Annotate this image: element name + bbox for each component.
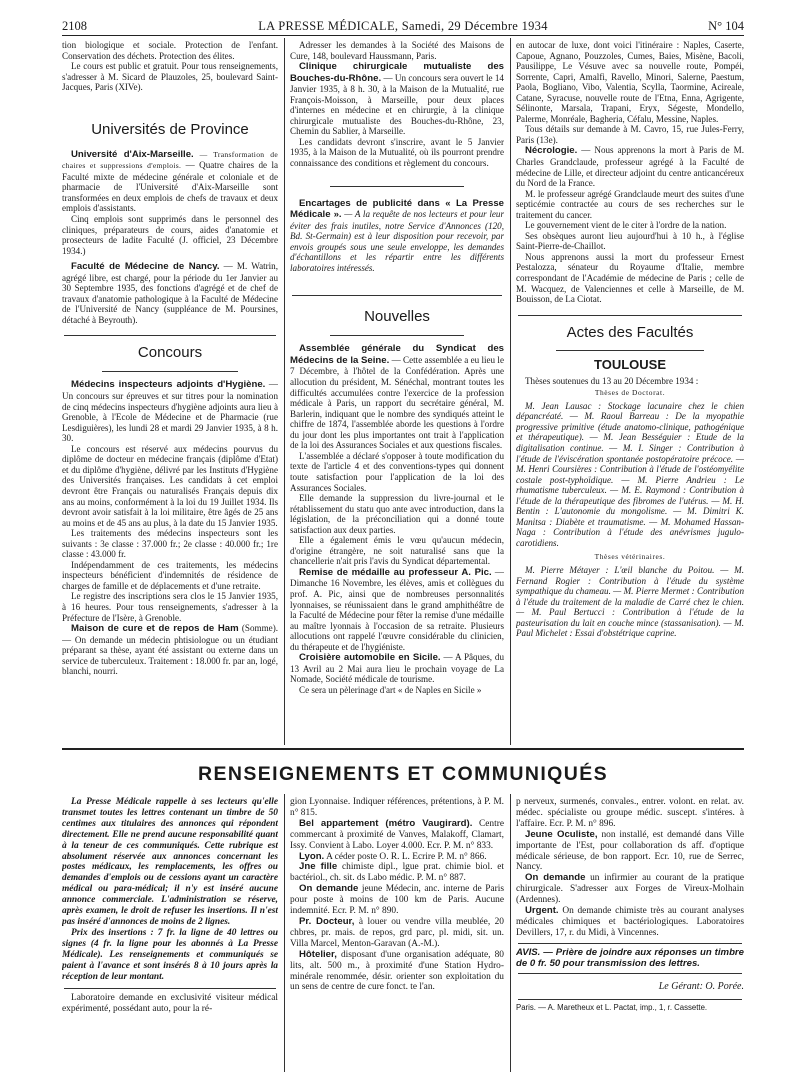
ads-column-2 — [290, 797, 504, 1072]
item-syndicat — [290, 343, 504, 450]
item-title: Université d'Aix-Marseille. — [71, 148, 194, 160]
journal-title: LA PRESSE MÉDICALE, Samedi, 29 Décembre 1934 — [258, 19, 548, 33]
ad-text: Centre commercant à proximité de Vanves, Malakoff, Clamart, Issy. Convient à Labo. Loyer 4.000. Ecr. P. M. n° 833. — [290, 818, 504, 851]
paragraph: tion biologique et sociale. Protection de l'enfant. Conservation des déchets. Protection des élites. — [62, 40, 278, 61]
ad-text: jeune Médecin, anc. interne de Paris pour poste à moins de 100 km de Paris. Aucune indemnité. Ecr. P. M. n° 890. — [290, 884, 504, 917]
issue-number: N° 104 — [708, 19, 744, 33]
item-subtitle: — Transformation de chaires et suppressions d'emplois. — [62, 149, 278, 171]
ad-title: Jne fille — [299, 861, 338, 873]
item-hygiene — [62, 379, 278, 443]
subsection-toulouse: TOULOUSE — [594, 356, 666, 372]
item-title: Maison de cure et de repos de Ham — [71, 623, 239, 635]
paragraph: p nerveux, surmenés, convales., entrer. volont. en relat. av. médec. spécialiste ou groupe médic. suscept. s'intéres. à l'affaire. Ecr. P. M. n° 896. — [516, 797, 744, 829]
item-title: Médecins inspecteurs adjoints d'Hygiène. — [71, 379, 266, 391]
item-aix — [62, 149, 278, 214]
section-rule — [330, 335, 464, 336]
paragraph: Adresser les demandes à la Société des Maisons de Cure, 148, boulevard Haussmann, Paris. — [290, 40, 504, 61]
item-clinique — [290, 61, 504, 137]
column-divider — [510, 794, 511, 1072]
item-title: Encartages de publicité dans « La Presse Médicale ». — [290, 197, 504, 221]
item-nancy — [62, 261, 278, 325]
printer-line: Paris. — A. Maretheux et L. Pactat, imp., 1, r. Cassette. — [516, 1002, 708, 1012]
ad-text: chimiste dipl., lgue prat. chimie biol. et bactériol., ch. sit. ds Labo médic. P. M. n° 887. — [290, 862, 504, 884]
ad-text: non installé, est demandé dans Ville importante de l'Est, pour collaboration ds aff. d'optique médicale sérieuse, de bon rapport. Ecr. 10, rue de Serrec, Nancy. — [516, 829, 744, 873]
ad-title: Jeune Oculiste, — [525, 828, 598, 840]
ad-appartement — [290, 819, 504, 852]
ad-hotelier — [290, 950, 504, 994]
paragraph: Tous détails sur demande à M. Cavro, 15, rue Jules-Ferry, Paris (13e). — [516, 124, 744, 145]
paragraph: Le registre des inscriptions sera clos le 15 Janvier 1935, à 16 heures. Pour tous renseignements, s'adresser à la Préfecture de l'Isère, à Grenoble. — [62, 591, 278, 623]
subheading-veterinaires: Thèses vétérinaires. — [594, 552, 666, 562]
ads-column-1 — [62, 797, 278, 1072]
ad-docteur — [290, 917, 504, 950]
paragraph: Le gouvernement vient de le citer à l'ordre de la nation. — [525, 220, 727, 231]
ad-title: Lyon. — [299, 850, 325, 862]
avis-notice: AVIS. — Prière de joindre aux réponses un timbre de 0 fr. 50 pour transmission des lettres. — [516, 946, 744, 970]
item-necrologie — [516, 145, 744, 188]
ad-on-demande — [290, 884, 504, 917]
paragraph: Ses obsèques auront lieu aujourd'hui à 10 h., à l'église Saint-Pierre-de-Chaillot. — [516, 230, 744, 252]
section-title-actes: Actes des Facultés — [566, 323, 694, 341]
gerant-signature: Le Gérant: O. Porée. — [658, 980, 744, 992]
item-title: Clinique chirurgicale mutualiste des Bouches-du-Rhône. — [290, 61, 504, 84]
paragraph: Cinq emplois sont supprimés dans le personnel des cliniques, préparateurs de cours, aides d'anatomie et prosecteurs de ladite Faculté (J. officiel, 23 Décembre 1934.) — [62, 214, 278, 256]
ad-title: Hôtelier, — [299, 948, 337, 960]
item-title: Faculté de Médecine de Nancy. — [71, 261, 220, 273]
item-pic — [290, 567, 504, 652]
paragraph: Nous apprenons aussi la mort du professeur Ernest Pestalozza, sénateur du Royaume d'Italie, membre correspondant de l'Académie de médecine de Paris ; celle de M. Wacquez, de Valenciennes et celle à Marseille, de M. Bouisson, de La Ciotat. — [516, 251, 744, 305]
column-3 — [516, 40, 744, 745]
column-divider — [284, 794, 285, 1072]
column-2 — [290, 40, 504, 745]
ads-column-3 — [516, 797, 744, 1072]
item-text: — Un concours sur épreuves et sur titres pour la nomination de cinq médecins inspecteurs d'hygiène adjoints aura lieu à Grenoble, à l'Ecole de Médecine et de Pharmacie (rue Lesdiguières), les lundi 28 et mardi 29 Janvier 1935, à 8 h. 30. — [62, 379, 278, 444]
ad-text: On demande chimiste très au courant analyses médicales chimiques et bactériologiques. Laboratoires Devillers, 17, r. du Midi, à Vincennes. — [516, 906, 744, 938]
paragraph: M. le professeur agrégé Grandclaude meurt des suites d'une septicémie contractée au cours de ses recherches sur le traitement du cancer. — [516, 188, 744, 220]
ad-infirmier — [516, 873, 744, 906]
paragraph: Prix des insertions : 7 fr. la ligne de 40 lettres ou signes (4 fr. la ligne pour les abonnés à La Presse Médicale). Les renseignements et communiqués se paient à l'avance et sont insérés 8 à 10 jours après la réception de leur montant. — [62, 927, 278, 982]
header-rule — [62, 35, 744, 36]
item-text: — A la requête de nos lecteurs et pour leur éviter des frais inutiles, notre Service d'Annonces (120, Bd. St-Germain) est à leur disposition pour recevoir, par envois groupés sous une seule enveloppe, les demandes d'échantillons et les répartir entre les différents laboratoires intéressés. — [290, 209, 504, 273]
paragraph: Le cours est public et gratuit. Pour tous renseignements, s'adresser à M. Sicard de Plauzoles, 25, boulevard Saint-Jacques, Paris (XIVe). — [62, 61, 278, 93]
paragraph: Thèses soutenues du 13 au 20 Décembre 1934 : — [525, 375, 699, 386]
paragraph: L'assemblée a déclaré s'opposer à toute modification du texte de l'article 4 et des conventions-types qui donnent toute satisfaction pour l'application de la loi des Assurances Sociales. — [290, 450, 504, 493]
item-place: (Somme). — [241, 623, 278, 634]
paragraph: La Presse Médicale rappelle à ses lecteurs qu'elle transmet toutes les lettres contenant un timbre de 50 centimes aux titulaires des annonces qui répondent directement. Elle ne prend aucune responsabilité quant à la teneur de ces communiqués. Cette rubrique est absolument réservée aux annonces concernant les postes médicaux, les remplacements, les offres ou demandes d'emplois ou de cessions ayant un caractère médical ou para-médical; il n'y est inséré aucune annonce commerciale. L'administration se réserve, après examen, le droit de refuser les insertions. Il n'est pas inséré d'annonces de moins de 2 lignes. — [62, 797, 278, 927]
item-text: — Quatre chaires de la Faculté mixte de médecine générale et coloniale et de pharmacie de l'Université d'Aix-Marseille sont transformées en deux emplois de chefs de travaux et deux emplois d'assistants. — [62, 160, 278, 214]
paragraph: M. Jean Lausac : Stockage lacunaire chez le chien dépancréaté. — M. Raoul Barreau : De la myopathie progressive primitive (étude anatomo-clinique, pathogénique et thérapeutique). — M. Jean Bességuier : Etude de la digitalisation continue. — M. I. Singer : Contribution à l'étude de l'éviscération spontanée postopératoire précoce. — M. Henri Coursières : Contribution à l'étude de l'ostéomyélite costale post-typhoïdique. — M. Pierre Andrieu : Le rhumatisme tuberculeux. — M. E. Raymond : Contribution à l'étude de la thérapeutique des fibromes de l'utérus. — M. H. Bentin : L'autonomie du mongolisme. — M. Dimitri K. Manitsa : Diabète et traumatisme. — M. Mohamed Hassan-Naga : Contribution à l'étude des anévrismes jugulo-carotidiens. — [516, 400, 744, 548]
item-title: Remise de médaille au professeur A. Pic. — [299, 566, 492, 578]
paragraph: Les candidats devront s'inscrire, avant le 5 Janvier 1935, à la Maison de la Mutualité, où ils pourront prendre connaissance des conditions et règlement du concours. — [290, 136, 504, 169]
ad-urgent — [516, 906, 744, 939]
section-title-nouvelles: Nouvelles — [364, 308, 430, 326]
page-number: 2108 — [62, 19, 87, 33]
item-text: — Un concours sera ouvert le 14 Janvier 1935, à 8 h. 30, à la Maison de la Mutualité, rue François-Moisson, à Marseille, pour deux places d'internes en médecine et en chirurgie, à la clinique chirurgicale mutualiste des Bouches-du-Rhône, 23, Chemin du Sablier, à Marseille. — [290, 72, 504, 137]
item-text: — Cette assemblée a eu lieu le 7 Décembre, à l'hôtel de la Confédération. Après une allocution du président, M. Sénéchal, montrant toutes les difficultés accumulées contre l'exercice de la profession médicale à Paris, un rapport du secrétaire général, M. Barlerin, indiquant que le nombre des syndiqués atteint le chiffre de 1874, l'assemblée aborde les questions à l'ordre du jour dont les plus importantes ont trait à l'application de la loi des Assurances Sociales et aux questions fiscales. — [290, 354, 504, 451]
ad-laboratoire: Laboratoire demande en exclusivité visiteur médical expérimenté, possédant auto, pour la ré- — [62, 993, 278, 1015]
ad-title: Urgent. — [525, 905, 559, 917]
item-croisiere — [290, 652, 504, 685]
ad-title: On demande — [525, 872, 586, 884]
ad-title: Pr. Docteur, — [299, 915, 355, 927]
section-title-universites: Universités de Province — [91, 120, 249, 138]
paragraph: Le concours est réservé aux médecins pourvus du diplôme de docteur en médecine français (diplôme d'Etat) et du diplôme d'hygiène, délivré par les Instituts d'Hygiène des Universités françaises. Les candidats à cet emploi devront être Français ou naturalisés Français depuis dix ans au moins, conformément à la loi du 19 Juillet 1934. Ils devront avoir satisfait à la loi militaire, être âgés de 25 ans au moins et de 45 ans au plus, à la date du 15 Janvier 1935. — [62, 443, 278, 528]
item-text: — M. Watrin, agrégé libre, est chargé, pour la période du 1er Janvier au 30 Septembre 1935, des fonctions d'agrégé et de chef de travaux d'anatomie pathologique à la Faculté de Médecine de l'Université de Nancy (suppléance de M. Poursines, détaché à Beyrouth). — [62, 261, 278, 325]
item-title: Croisière automobile en Sicile. — [299, 652, 441, 664]
item-title: Assemblée générale du Syndicat des Médecins de la Seine. — [290, 343, 504, 366]
section-rule — [62, 748, 744, 750]
page-header — [62, 19, 744, 33]
ad-jeune-fille — [290, 862, 504, 884]
item-title: Nécrologie. — [525, 145, 578, 157]
section-title-concours: Concours — [137, 344, 203, 362]
paragraph: Elle demande la suppression du livre-journal et le rétablissement du statu quo ante avec introduction, dans la législation, de la préconciliation qui a donné toute satisfaction aux deux parties. — [290, 493, 504, 535]
column-divider — [284, 38, 285, 745]
ad-title: On demande — [299, 883, 359, 895]
item-encartages — [290, 198, 504, 274]
section-rule — [556, 350, 704, 351]
ad-text: à louer ou vendre villa meublée, 20 chbres, pr. mais. de repos, grd parc, pl. midi, sit. un. Villa Marcel, Menton-Garavan (A.-M.). — [290, 916, 504, 949]
ad-title: Bel appartement (métro Vaugirard). — [299, 817, 473, 829]
paragraph: en autocar de luxe, dont voici l'itinéraire : Naples, Caserte, Capoue, Agnano, Pouzzoles, Cumes, Baies, Misène, Bacoli, Pausilippe, Le Vésuve avec sa nouvelle route, Pompéi, Sorrente, Capri, Amalfi, Ravello, Minori, Salerne, Paestum, Paola, Bogliano, Vibo, Valentia, Scylla, Taormine, Acireale, Catane, Syracuse, nouvelle route de l'Etna, Enna, Agrigente, Sélinonte, Marsala, Trapani, Eryx, Ségeste, Mondello, Palerme, Monréale, Bagheria, Céfalu, Messine, Naples. — [516, 40, 744, 124]
item-text: — Nous apprenons la mort à Paris de M. Charles Grandclaude, professeur agrégé à la Faculté de médecine de Lille, et directeur adjoint du centre anticancéreux du Nord de la France. — [516, 145, 744, 189]
paragraph: M. Pierre Métayer : L'œil blanche du Poitou. — M. Fernand Rogier : Contribution à l'étude du système sympathique du chameau. — M. Pierre Mermet : Contribution à l'étude du traitement de la maladie de Carré chez le chien. — M. Paul Bertucci : Contribution à l'étude de la pasteurisation du lait en couche mince (stassanisation). — M. Paul Michelet : Essai d'obstétrique caprine. — [516, 564, 744, 639]
item-ham — [62, 623, 278, 677]
paragraph: Les traitements des médecins inspecteurs sont les suivants : 3e classe : 37.000 fr.; 2e classe : 40.000 fr.; 1re classe : 43.000 fr. — [62, 528, 278, 560]
item-text: — Dimanche 16 Novembre, les élèves, amis et collègues du prof. A. Pic, ainsi que de nombreuses personnalités lyonnaises, se réunissaient dans le grand amphithéâtre de la Faculté de Médecine pour fêter la remise d'une médaille au maître lyonnais à l'occasion de sa retraite. Plusieurs allocutions ont rappelé l'œuvre considérable du clinicien, du thérapeute et de l'hygiéniste. — [290, 566, 504, 652]
paragraph: Elle a également émis le vœu qu'aucun médecin, d'origine étrangère, ne soit naturalisé sans que la chancellerie n'ait pris l'avis du Syndicat départemental. — [290, 535, 504, 567]
paragraph: Indépendamment de ces traitements, les médecins inspecteurs bénéficient d'indemnités de résidence de charges de famille et de déplacements et d'une retraite. — [62, 559, 278, 591]
renseignements-title: RENSEIGNEMENTS ET COMMUNIQUÉS — [197, 763, 609, 785]
ad-text: A céder poste O. R. L. Ecrire P. M. n° 866. — [326, 851, 487, 862]
column-1 — [62, 40, 278, 745]
item-text: — On demande un médecin phtisiologue ou un étudiant préparant sa thèse, ayant été assistant ou externe dans un service de tuberculeux. Traitement : 18.000 fr. par an, logé, blanchi, nourri. — [62, 634, 278, 677]
paragraph: gion Lyonnaise. Indiquer références, prétentions, à P. M. n° 815. — [290, 797, 504, 818]
section-rule — [330, 186, 464, 187]
ad-text: disposant d'une organisation adéquate, 80 lits, alt. 500 m., à proximité d'une Station Hydro-minérale renommée, désir. orienter son exploitation du un sens de centre de cure fonct. te l'an. — [290, 949, 504, 993]
subheading-doctorat: Thèses de Doctorat. — [594, 388, 666, 398]
ad-text: un infirmier au courant de la pratique chirurgicale. S'adresser aux Forges de Vireux-Molhain (Ardennes). — [516, 873, 744, 906]
item-text: — A Pâques, du 13 Avril au 2 Mai aura lieu le prochain voyage de La Nomade, Société médicale de tourisme. — [290, 652, 504, 685]
column-divider — [510, 38, 511, 745]
section-rule — [102, 371, 238, 372]
ad-oculiste — [516, 830, 744, 874]
paragraph: Ce sera un pèlerinage d'art « de Naples en Sicile » — [299, 684, 482, 695]
